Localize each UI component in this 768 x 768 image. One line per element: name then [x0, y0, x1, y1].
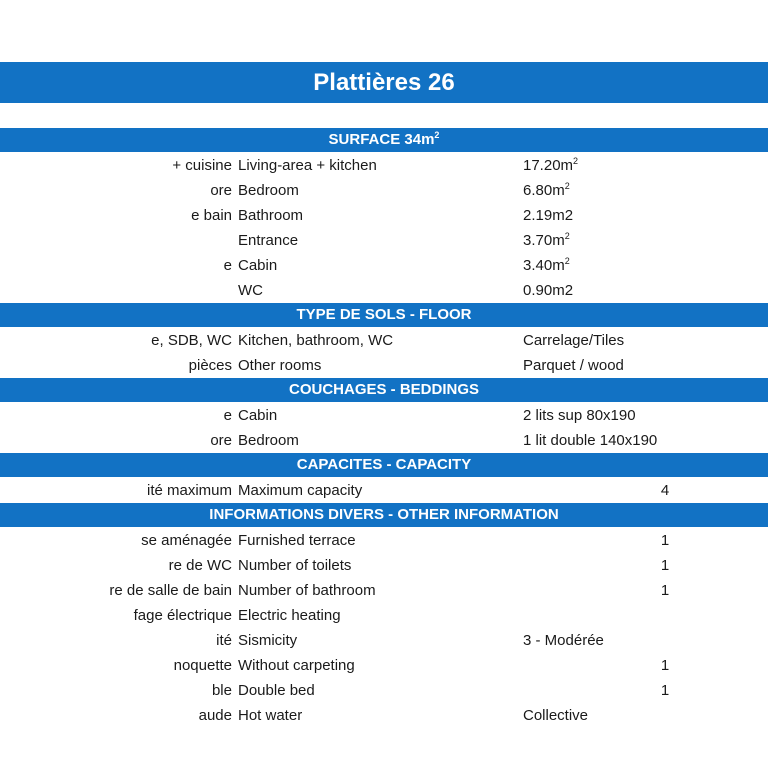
english-label: Kitchen, bathroom, WC: [238, 332, 394, 349]
french-label: [0, 678, 232, 703]
table-row: [0, 553, 768, 578]
french-label-text: e bain: [191, 207, 232, 224]
english-label: Bedroom: [238, 182, 299, 199]
french-label-text: e, SDB, WC: [151, 332, 232, 349]
table-row: [0, 653, 768, 678]
value-cell: 2.19m2: [523, 207, 574, 224]
table-row: [0, 153, 768, 178]
value-cell: Parquet / wood: [523, 357, 624, 374]
count-cell: 1: [660, 682, 670, 699]
table-row: [0, 578, 768, 603]
french-label-text: ore: [210, 182, 232, 199]
table-row: [0, 178, 768, 203]
french-label: [0, 428, 232, 453]
table-row: [0, 428, 768, 453]
french-label: [0, 228, 232, 253]
french-label-text: ble: [211, 682, 232, 699]
value-cell: $3.70m^2$: [523, 231, 570, 249]
page-title: Plattières 26: [0, 62, 768, 103]
table-row: [0, 603, 768, 628]
count-cell: 4: [660, 482, 670, 499]
value-cell: Collective: [523, 707, 589, 724]
french-label-text: pièces: [188, 357, 232, 374]
table-row: [0, 528, 768, 553]
french-label: [0, 178, 232, 203]
value-cell: Carrelage/Tiles: [523, 332, 625, 349]
english-label: Electric heating: [238, 607, 341, 624]
count-cell: 1: [660, 582, 670, 599]
french-label-text: noquette: [173, 657, 232, 674]
french-label-text: ité maximum: [146, 482, 232, 499]
french-label: [0, 328, 232, 353]
table-row: [0, 403, 768, 428]
french-label-text: re de WC: [168, 557, 232, 574]
value-cell: $6.80m^2$: [523, 181, 570, 199]
count-cell: 1: [660, 657, 670, 674]
english-label: Cabin: [238, 257, 278, 274]
french-label-text: e: [223, 407, 232, 424]
french-label: [0, 203, 232, 228]
value-cell: $17.20m^2$: [523, 156, 579, 174]
english-label: Double bed: [238, 682, 315, 699]
english-label: Bedroom: [238, 432, 299, 449]
english-label: Number of bathroom: [238, 582, 376, 599]
english-label: Entrance: [238, 232, 299, 249]
french-label-text: fage électrique: [133, 607, 232, 624]
french-label: [0, 553, 232, 578]
french-label-text: ore: [210, 432, 232, 449]
french-label: [0, 253, 232, 278]
french-label: [0, 628, 232, 653]
value-cell: 3 - Modérée: [523, 632, 604, 649]
section-header: SURFACE $34m^2$: [0, 128, 768, 152]
english-label: Furnished terrace: [238, 532, 356, 549]
table-row: [0, 353, 768, 378]
table-row: [0, 278, 768, 303]
table-row: [0, 328, 768, 353]
count-cell: 1: [660, 532, 670, 549]
table-row: [0, 203, 768, 228]
english-label: Bathroom: [238, 207, 304, 224]
french-label-text: se aménagée: [141, 532, 232, 549]
french-label-text: ité: [216, 632, 232, 649]
english-label: WC: [238, 282, 263, 299]
french-label: [0, 703, 232, 728]
value-cell: 0.90m2: [523, 282, 574, 299]
english-label: Cabin: [238, 407, 278, 424]
french-label: [0, 278, 232, 303]
value-cell: $3.40m^2$: [523, 256, 570, 274]
section-header: INFORMATIONS DIVERS - OTHER INFORMATION: [0, 503, 768, 527]
value-cell: 1 lit double 140x190: [523, 432, 658, 449]
french-label: [0, 528, 232, 553]
english-label: Number of toilets: [238, 557, 352, 574]
english-label: Living-area + kitchen: [238, 157, 377, 174]
french-label: [0, 578, 232, 603]
table-row: [0, 478, 768, 503]
french-label-text: e: [223, 257, 232, 274]
section-header: CAPACITES - CAPACITY: [0, 453, 768, 477]
property-info-sheet: [0, 128, 768, 728]
french-label: [0, 603, 232, 628]
english-label: Other rooms: [238, 357, 322, 374]
count-cell: 1: [660, 557, 670, 574]
value-cell: 2 lits sup 80x190: [523, 407, 636, 424]
french-label: [0, 478, 232, 503]
english-label: Sismicity: [238, 632, 298, 649]
english-label: Maximum capacity: [238, 482, 363, 499]
english-label: Hot water: [238, 707, 303, 724]
table-row: [0, 628, 768, 653]
table-row: [0, 253, 768, 278]
french-label: [0, 403, 232, 428]
french-label: [0, 653, 232, 678]
table-row: [0, 703, 768, 728]
french-label-text: re de salle de bain: [109, 582, 232, 599]
english-label: Without carpeting: [238, 657, 355, 674]
french-label-text: aude: [198, 707, 232, 724]
french-label-text: + cuisine: [172, 157, 232, 174]
section-header: TYPE DE SOLS - FLOOR: [0, 303, 768, 327]
table-row: [0, 678, 768, 703]
section-header: COUCHAGES - BEDDINGS: [0, 378, 768, 402]
french-label: [0, 353, 232, 378]
french-label: [0, 153, 232, 178]
table-row: [0, 228, 768, 253]
